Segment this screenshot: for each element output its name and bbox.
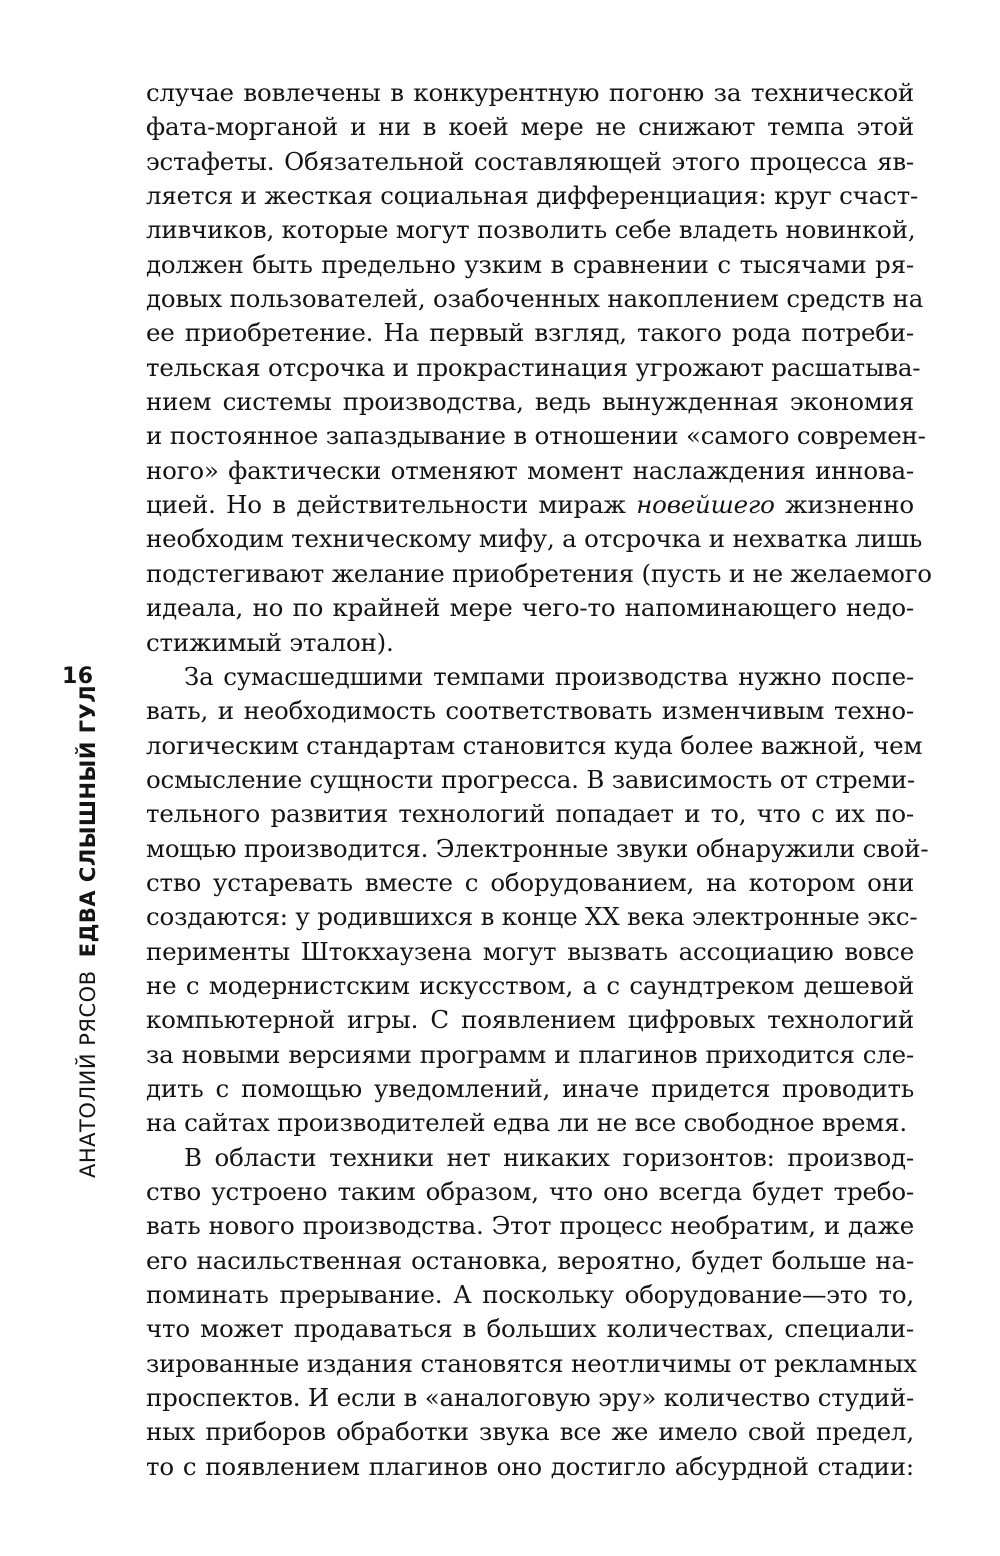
- text-line: эстафеты. Обязательной составляющей этого процесса яв-: [146, 146, 914, 176]
- text-line: ливчиков, которые могут позволить себе владеть новинкой,: [146, 215, 916, 245]
- text-line: мощью производится. Электронные звуки обнаружили свой-: [146, 833, 929, 863]
- text-line: перименты Штокхаузена могут вызвать ассоциацию вовсе: [146, 936, 914, 966]
- running-head: [76, 684, 100, 1178]
- text-line: зированные издания становятся неотличимы от рекламных: [146, 1348, 917, 1378]
- text-line: то с появлением плагинов оно достигло абсурдной стадии:: [146, 1451, 914, 1481]
- text-line: за новыми версиями программ и плагинов приходится сле-: [146, 1039, 914, 1069]
- text-line: тельская отсрочка и прокрастинация угрожают расшатыва-: [146, 352, 921, 382]
- text-line: вать, и необходимость соответствовать изменчивым техно-: [146, 696, 914, 726]
- text-span: жизненно: [774, 490, 914, 520]
- text-line: вать нового производства. Этот процесс необратим, и даже: [146, 1211, 914, 1241]
- text-line: ство устроено таким образом, что оно всегда будет требо-: [146, 1177, 914, 1206]
- text-line: необходим техническому мифу, а отсрочка и нехватка лишь: [146, 524, 923, 554]
- text-line: компьютерной игры. С появлением цифровых технологий: [146, 1005, 914, 1035]
- text-line: фата-морганой и ни в коей мере не снижают темпа этой: [146, 112, 914, 142]
- text-line: поминать прерывание. А поскольку оборудование—это то,: [146, 1280, 914, 1310]
- text-line: не с модернистским искусством, а с саундтреком дешевой: [146, 970, 914, 1000]
- text-line: ство устаревать вместе с оборудованием, на котором они: [146, 867, 914, 897]
- text-line: ных приборов обработки звука все же имело свой предел,: [146, 1417, 914, 1447]
- text-line: дить с помощью уведомлений, иначе придется проводить: [146, 1073, 914, 1103]
- running-head-author: АНАТОЛИЙ РЯСОВ: [76, 970, 100, 1178]
- text-line: идеала, но по крайней мере чего-то напоминающего недо-: [146, 593, 914, 623]
- text-line: [146, 488, 914, 522]
- text-line: ного» фактически отменяют момент наслаждения иннова-: [146, 455, 914, 485]
- text-line: логическим стандартам становится куда более важной, чем: [146, 730, 923, 760]
- text-line: ляется и жесткая социальная дифференциация: круг счаст-: [146, 181, 919, 211]
- text-line: случае вовлечены в конкурентную погоню за технической: [146, 78, 914, 107]
- text-line: стижимый эталон).: [146, 627, 394, 657]
- text-line: что может продаваться в больших количествах, специали-: [146, 1314, 914, 1344]
- text-line: тельного развития технологий попадает и то, что с их по-: [146, 799, 914, 829]
- text-line: В области техники нет никаких горизонтов: производ-: [184, 1142, 914, 1172]
- text-line: должен быть предельно узким в сравнении с тысячами ря-: [146, 249, 914, 279]
- text-line: довых пользователей, озабоченных накоплением средств на: [146, 284, 924, 314]
- text-line: на сайтах производителей едва ли не все свободное время.: [146, 1108, 907, 1138]
- text-line: подстегивают желание приобретения (пусть и не желаемого: [146, 558, 932, 588]
- running-head-title: ЕДВА СЛЫШНЫЙ ГУЛ: [76, 684, 100, 958]
- text-line: нием системы производства, ведь вынужденная экономия: [146, 387, 914, 417]
- text-span: цией. Но в действительности мираж: [146, 490, 637, 520]
- text-line: и постоянное запаздывание в отношении «самого современ-: [146, 421, 926, 451]
- text-line: ее приобретение. На первый взгляд, такого рода потреби-: [146, 318, 914, 348]
- text-line: проспектов. И если в «аналоговую эру» количество студий-: [146, 1383, 915, 1413]
- text-line: создаются: у родившихся в конце XX века электронные экс-: [146, 902, 918, 932]
- body-text: [146, 76, 932, 1484]
- text-line: осмысление сущности прогресса. В зависимость от стреми-: [146, 764, 915, 794]
- page-number: 16: [62, 664, 94, 689]
- emphasis-text: новейшего: [636, 490, 775, 520]
- text-line: За сумасшедшими темпами производства нужно поспе-: [184, 661, 914, 691]
- text-line: его насильственная остановка, вероятно, будет больше на-: [146, 1245, 914, 1275]
